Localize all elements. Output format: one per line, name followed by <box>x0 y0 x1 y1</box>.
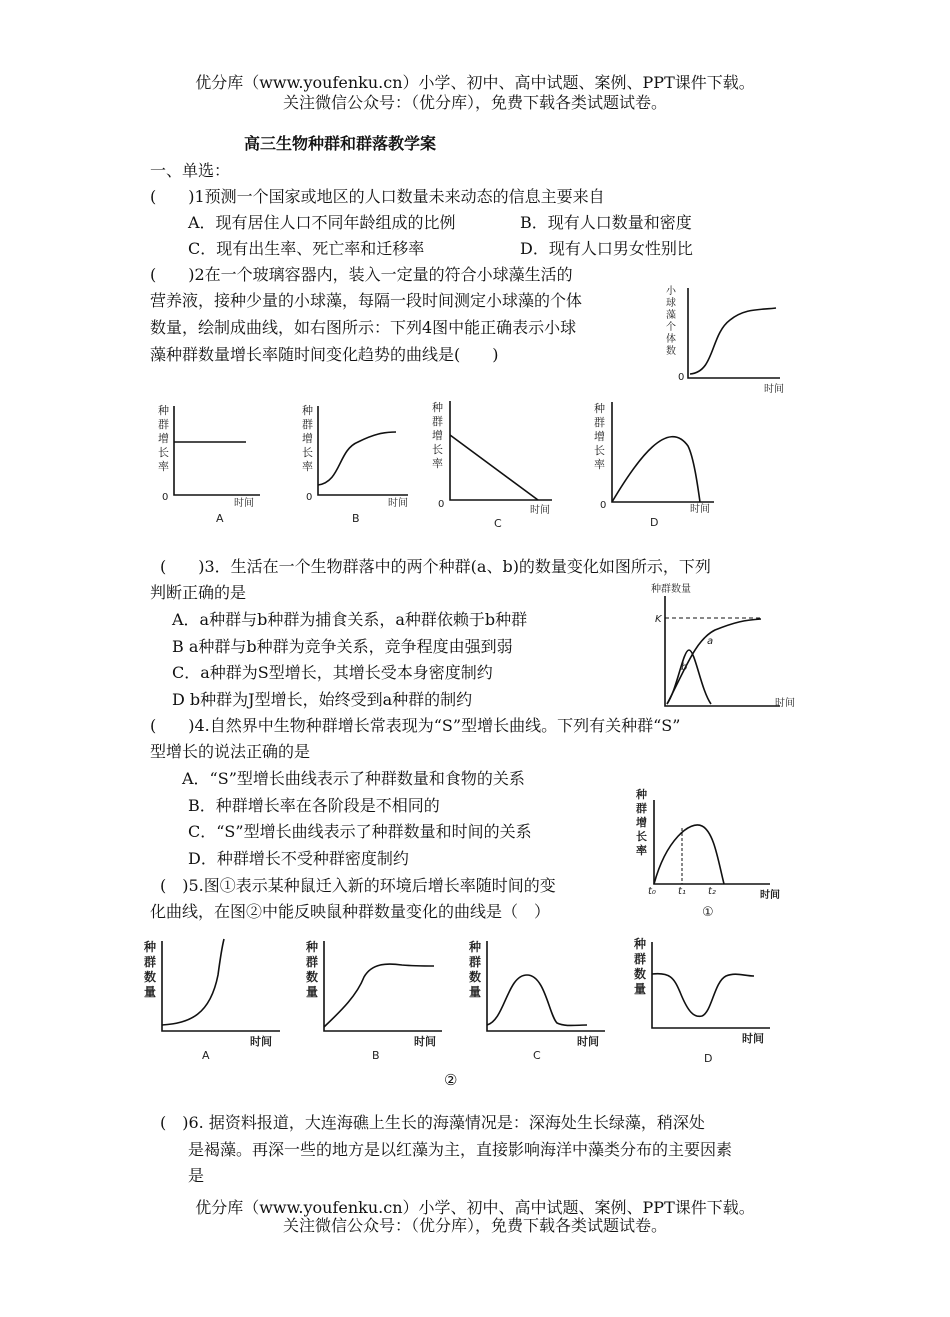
q2-a-letter: A <box>216 512 224 525</box>
q5-option-graph-c <box>465 935 615 1065</box>
svg-text:长: 长 <box>432 443 443 456</box>
svg-text:率: 率 <box>432 457 443 470</box>
svg-text:群: 群 <box>432 415 443 428</box>
svg-text:长: 长 <box>636 830 647 843</box>
q5-line-1: ( )5.图①表示某种鼠迁入新的环境后增长率随时间的变 <box>160 876 556 895</box>
q2-ref-curve <box>690 308 776 374</box>
q4-option-d: D．种群增长不受种群密度制约 <box>188 849 409 868</box>
svg-text:群: 群 <box>594 416 605 429</box>
svg-text:时间: 时间 <box>530 505 550 516</box>
q2-reference-graph <box>660 280 800 400</box>
q2-ref-ylabel-3: 藻 <box>666 310 676 321</box>
q4-line-1: ( )4.自然界中生物种群增长常表现为“S”型增长曲线。下列有关种群“S” <box>150 716 681 735</box>
svg-text:量: 量 <box>306 985 319 999</box>
q1-option-a: A．现有居住人口不同年龄组成的比例 <box>188 213 456 232</box>
q2-d-curve <box>612 437 700 502</box>
page-title: 高三生物种群和群落教学案 <box>244 134 437 153</box>
svg-text:种: 种 <box>469 940 482 954</box>
svg-text:群: 群 <box>302 418 313 431</box>
svg-text:数: 数 <box>634 967 647 981</box>
svg-text:率: 率 <box>158 460 169 473</box>
q2-line-1: ( )2在一个玻璃容器内，装入一定量的符合小球藻生活的 <box>150 265 573 284</box>
q3-line-1: ( )3．生活在一个生物群落中的两个种群(a、b)的数量变化如图所示，下列 <box>160 557 711 576</box>
q5-option-graph-d <box>630 932 780 1065</box>
svg-text:量: 量 <box>634 982 647 996</box>
q3-ylabel: 种群数量 <box>651 584 691 595</box>
q5-b-letter: B <box>372 1049 380 1062</box>
q5-t2: t₂ <box>708 886 716 897</box>
svg-text:数: 数 <box>469 970 482 984</box>
q2-c-curve <box>450 435 538 500</box>
q3-option-b: B a种群与b种群为竞争关系，竞争程度由强到弱 <box>172 637 513 656</box>
svg-text:数: 数 <box>306 970 319 984</box>
svg-text:时间: 时间 <box>742 1032 764 1045</box>
q5-fig1-caption: ① <box>702 905 714 920</box>
q5-c-curve <box>487 975 587 1026</box>
q2-ref-origin: 0 <box>678 372 685 383</box>
svg-text:时间: 时间 <box>577 1035 599 1048</box>
svg-text:时间: 时间 <box>388 498 408 509</box>
svg-text:时间: 时间 <box>250 1035 272 1048</box>
svg-text:率: 率 <box>302 460 313 473</box>
q5-a-letter: A <box>202 1049 210 1062</box>
svg-text:种: 种 <box>144 940 157 954</box>
svg-text:0: 0 <box>162 492 169 503</box>
svg-text:量: 量 <box>144 985 157 999</box>
q5-option-graph-a <box>140 935 290 1065</box>
q4-option-c: C．“S”型增长曲线表示了种群数量和时间的关系 <box>188 822 532 841</box>
svg-text:增: 增 <box>594 430 605 443</box>
q2-ref-ylabel-2: 球 <box>666 298 676 309</box>
q2-b-letter: B <box>352 512 360 525</box>
svg-text:增: 增 <box>302 432 313 445</box>
footer-line-2: 关注微信公众号：（优分库），免费下载各类试题试卷。 <box>282 1216 667 1235</box>
svg-text:增: 增 <box>432 429 443 442</box>
q3-label-b: b <box>681 662 688 673</box>
svg-text:种: 种 <box>636 788 647 801</box>
svg-text:群: 群 <box>158 418 169 431</box>
section-heading: 一、单选： <box>150 161 231 180</box>
svg-text:群: 群 <box>634 952 647 966</box>
footer-line-1: 优分库（www.youfenku.cn）小学、初中、高中试题、案例、PPT课件下载。 <box>195 1198 755 1217</box>
q4-line-2: 型增长的说法正确的是 <box>150 742 311 761</box>
q2-ref-ylabel-4: 个 <box>666 322 676 333</box>
q3-option-c: C．a种群为S型增长，其增长受本身密度制约 <box>172 663 493 682</box>
q3-line-2: 判断正确的是 <box>150 583 247 602</box>
svg-text:群: 群 <box>306 955 319 969</box>
svg-text:数: 数 <box>144 970 157 984</box>
q1-option-c: C．现有出生率、死亡率和迁移率 <box>188 239 425 258</box>
q3-k-label: K <box>655 614 662 625</box>
q2-ref-ylabel-5: 体 <box>666 334 676 345</box>
q6-line-1: ( )6. 据资料报道，大连海礁上生长的海藻情况是：深海处生长绿藻，稍深处 <box>160 1113 705 1132</box>
svg-text:种: 种 <box>432 401 443 414</box>
q2-b-curve <box>318 432 396 485</box>
q5-figure-2-caption: ② <box>444 1071 458 1089</box>
q2-option-graph-a <box>150 400 270 530</box>
q2-option-graph-c <box>428 395 563 530</box>
q3-xlabel: 时间 <box>775 698 795 709</box>
q1-option-d: D．现有人口男女性别比 <box>520 239 693 258</box>
svg-text:种: 种 <box>158 404 169 417</box>
q6-line-2: 是褐藻。再深一些的地方是以红藻为主，直接影响海洋中藻类分布的主要因素 <box>188 1140 733 1159</box>
q2-ref-ylabel-1: 小 <box>666 286 676 297</box>
svg-text:种: 种 <box>306 940 319 954</box>
q2-ref-ylabel-6: 数 <box>666 346 676 357</box>
q3-option-d: D b种群为J型增长，始终受到a种群的制约 <box>172 690 473 709</box>
svg-text:时间: 时间 <box>414 1035 436 1048</box>
svg-text:长: 长 <box>594 444 605 457</box>
q5-line-2: 化曲线，在图②中能反映鼠种群数量变化的曲线是（ ） <box>150 902 551 921</box>
q2-ref-axes <box>688 288 780 378</box>
header-line-1: 优分库（www.youfenku.cn）小学、初中、高中试题、案例、PPT课件下载。 <box>195 73 755 92</box>
svg-text:增: 增 <box>158 432 169 445</box>
q1-option-b: B．现有人口数量和密度 <box>520 213 692 232</box>
svg-text:量: 量 <box>469 985 482 999</box>
svg-text:增: 增 <box>636 816 647 829</box>
q4-option-b: B．种群增长率在各阶段是不相同的 <box>188 796 440 815</box>
q5-b-curve <box>324 964 434 1027</box>
q5-t1: t₁ <box>678 886 686 897</box>
svg-text:时间: 时间 <box>690 504 710 515</box>
svg-text:0: 0 <box>438 499 445 510</box>
q2-line-3: 数量，绘制成曲线，如右图所示：下列4图中能正确表示小球 <box>150 318 577 337</box>
q5-a-curve <box>162 939 224 1025</box>
header-line-2: 关注微信公众号：（优分库），免费下载各类试题试卷。 <box>282 93 667 112</box>
q4-option-a: A．“S”型增长曲线表示了种群数量和食物的关系 <box>182 769 525 788</box>
svg-text:长: 长 <box>302 446 313 459</box>
q3-option-a: A．a种群与b种群为捕食关系，a种群依赖于b种群 <box>172 610 528 629</box>
svg-text:率: 率 <box>636 844 647 857</box>
svg-text:群: 群 <box>144 955 157 969</box>
svg-text:群: 群 <box>469 955 482 969</box>
svg-text:种: 种 <box>594 402 605 415</box>
q1-stem: ( )1预测一个国家或地区的人口数量未来动态的信息主要来自 <box>150 187 605 206</box>
q5-fig1-xlabel: 时间 <box>760 890 780 901</box>
q5-fig1-curve <box>654 825 724 884</box>
q2-ref-ylabel <box>666 284 677 357</box>
svg-text:群: 群 <box>636 802 647 815</box>
q5-option-graph-b <box>302 935 452 1065</box>
q3-label-a: a <box>707 636 714 647</box>
svg-text:种: 种 <box>302 404 313 417</box>
svg-text:时间: 时间 <box>234 498 254 509</box>
q5-d-letter: D <box>704 1052 713 1065</box>
q2-d-letter: D <box>650 516 659 529</box>
q2-option-graph-d <box>588 398 723 530</box>
svg-text:种: 种 <box>634 937 647 951</box>
q2-option-graph-b <box>296 400 421 530</box>
svg-text:0: 0 <box>600 500 607 511</box>
q3-graph <box>645 580 800 710</box>
q3-curve-b <box>667 650 711 704</box>
q2-ref-xlabel: 时间 <box>764 384 784 395</box>
q2-line-2: 营养液，接种少量的小球藻，每隔一段时间测定小球藻的个体 <box>150 291 583 310</box>
q6-line-3: 是 <box>188 1166 205 1185</box>
svg-text:0: 0 <box>306 492 313 503</box>
q2-line-4: 藻种群数量增长率随时间变化趋势的曲线是( ) <box>150 345 499 364</box>
svg-text:率: 率 <box>594 458 605 471</box>
q5-figure-1 <box>630 780 790 920</box>
q5-d-curve <box>652 974 754 1017</box>
q5-t0: t₀ <box>648 886 656 897</box>
q5-c-letter: C <box>533 1049 541 1062</box>
q2-c-letter: C <box>494 517 502 530</box>
svg-text:长: 长 <box>158 446 169 459</box>
